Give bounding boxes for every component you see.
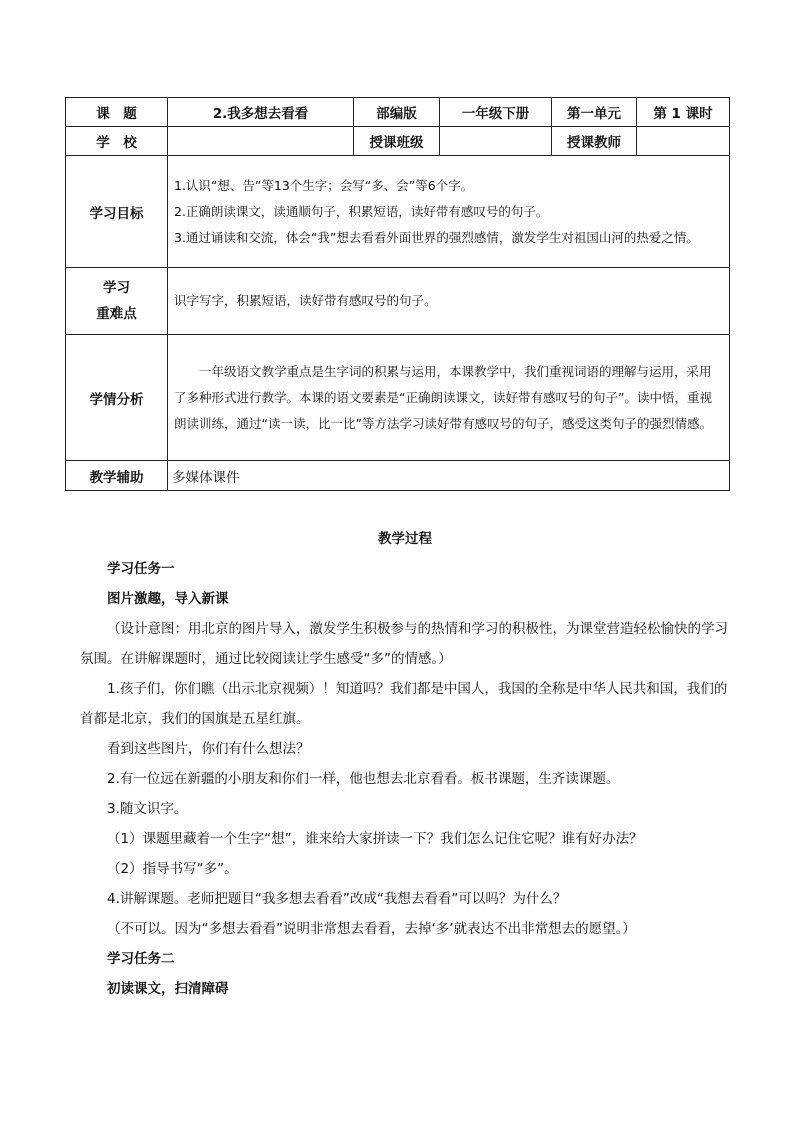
lesson-plan-table [65, 97, 730, 491]
grade: 一年级下册 [440, 98, 552, 127]
step-3b: （2）指导书写“多”。 [107, 861, 238, 877]
unit: 第一单元 [552, 98, 637, 127]
task1-heading: 学习任务一 [107, 561, 175, 577]
key-points-row [66, 268, 730, 335]
analysis-label: 学情分析 [66, 335, 168, 461]
analysis-text: 一年级语文教学重点是生字词的积累与运用，本课教学中，我们重视词语的理解与运用，采用了多种形式进行教学。本课的语文要素是“正确朗读课文，读好带有感叹号的句子”。读中悟，重视朗读训练，通过“读一读，比一比”等方法学习读好带有感叹号的句子，感受这类句子的强烈情感。 [174, 363, 712, 431]
task2-subheading: 初读课文，扫清障碍 [107, 981, 229, 997]
analysis-row [66, 335, 730, 461]
school-label: 学 校 [66, 127, 168, 156]
teacher-label: 授课教师 [552, 127, 637, 156]
school-row [66, 127, 730, 156]
aids-text: 多媒体课件 [168, 461, 730, 491]
task1-subheading: 图片激趣，导入新课 [107, 591, 229, 607]
step-3a: （1）课题里藏着一个生字“想”，谁来给大家拼读一下？我们怎么记住它呢？谁有好办法？ [107, 831, 643, 847]
period: 第 1 课时 [637, 98, 730, 127]
school-value [168, 127, 354, 156]
goals-label: 学习目标 [66, 156, 168, 268]
goal-item: 3.通过诵读和交流，体会“我”想去看看外面世界的强烈感情，激发学生对祖国山河的热爱之情。 [174, 229, 699, 245]
class-label: 授课班级 [354, 127, 440, 156]
step-4: 4.讲解课题。老师把题目“我多想去看看”改成“我想去看看”可以吗？为什么？ [107, 891, 567, 907]
step-4-answer: （不可以。因为“多想去看看”说明非常想去看看，去掉‘多’就表达不出非常想去的愿望。） [107, 921, 636, 937]
key-points-label [66, 268, 168, 335]
aids-label: 教学辅助 [66, 461, 168, 491]
step-1: 1.孩子们，你们瞧（出示北京视频）！知道吗？我们都是中国人，我国的全称是中华人民共和国，我们的首都是北京，我们的国旗是五星红旗。 [80, 681, 728, 727]
lesson-title: 2.我多想去看看 [168, 98, 354, 127]
goals-content [168, 156, 730, 268]
goals-row [66, 156, 730, 268]
step-1-question: 看到这些图片，你们有什么想法？ [107, 741, 310, 757]
key-points-text: 识字写字，积累短语，读好带有感叹号的句子。 [168, 268, 730, 335]
key-points-label-line1: 学习 [103, 280, 130, 296]
edition: 部编版 [354, 98, 440, 127]
step-2: 2.有一位远在新疆的小朋友和你们一样，他也想去北京看看。板书课题，生齐读课题。 [107, 771, 620, 787]
goal-item: 2.正确朗读课文，读通顺句子，积累短语，读好带有感叹号的句子。 [174, 203, 549, 219]
teacher-value [637, 127, 730, 156]
goal-item: 1.认识“想、告”等13个生字；会写“多、会”等6个字。 [174, 177, 474, 193]
analysis-content [168, 335, 730, 461]
header-row [66, 98, 730, 127]
design-intent: （设计意图：用北京的图片导入，激发学生积极参与的热情和学习的积极性，为课堂营造轻松愉快的学习氛围。在讲解课题时，通过比较阅读让学生感受“多”的情感。） [80, 621, 728, 667]
step-3: 3.随文识字。 [107, 801, 188, 817]
teaching-process [80, 524, 730, 1004]
lesson-label: 课 题 [66, 98, 168, 127]
class-value [440, 127, 552, 156]
aids-row [66, 461, 730, 491]
process-title: 教学过程 [378, 531, 432, 547]
key-points-label-line2: 重难点 [96, 306, 137, 322]
task2-heading: 学习任务二 [107, 951, 175, 967]
